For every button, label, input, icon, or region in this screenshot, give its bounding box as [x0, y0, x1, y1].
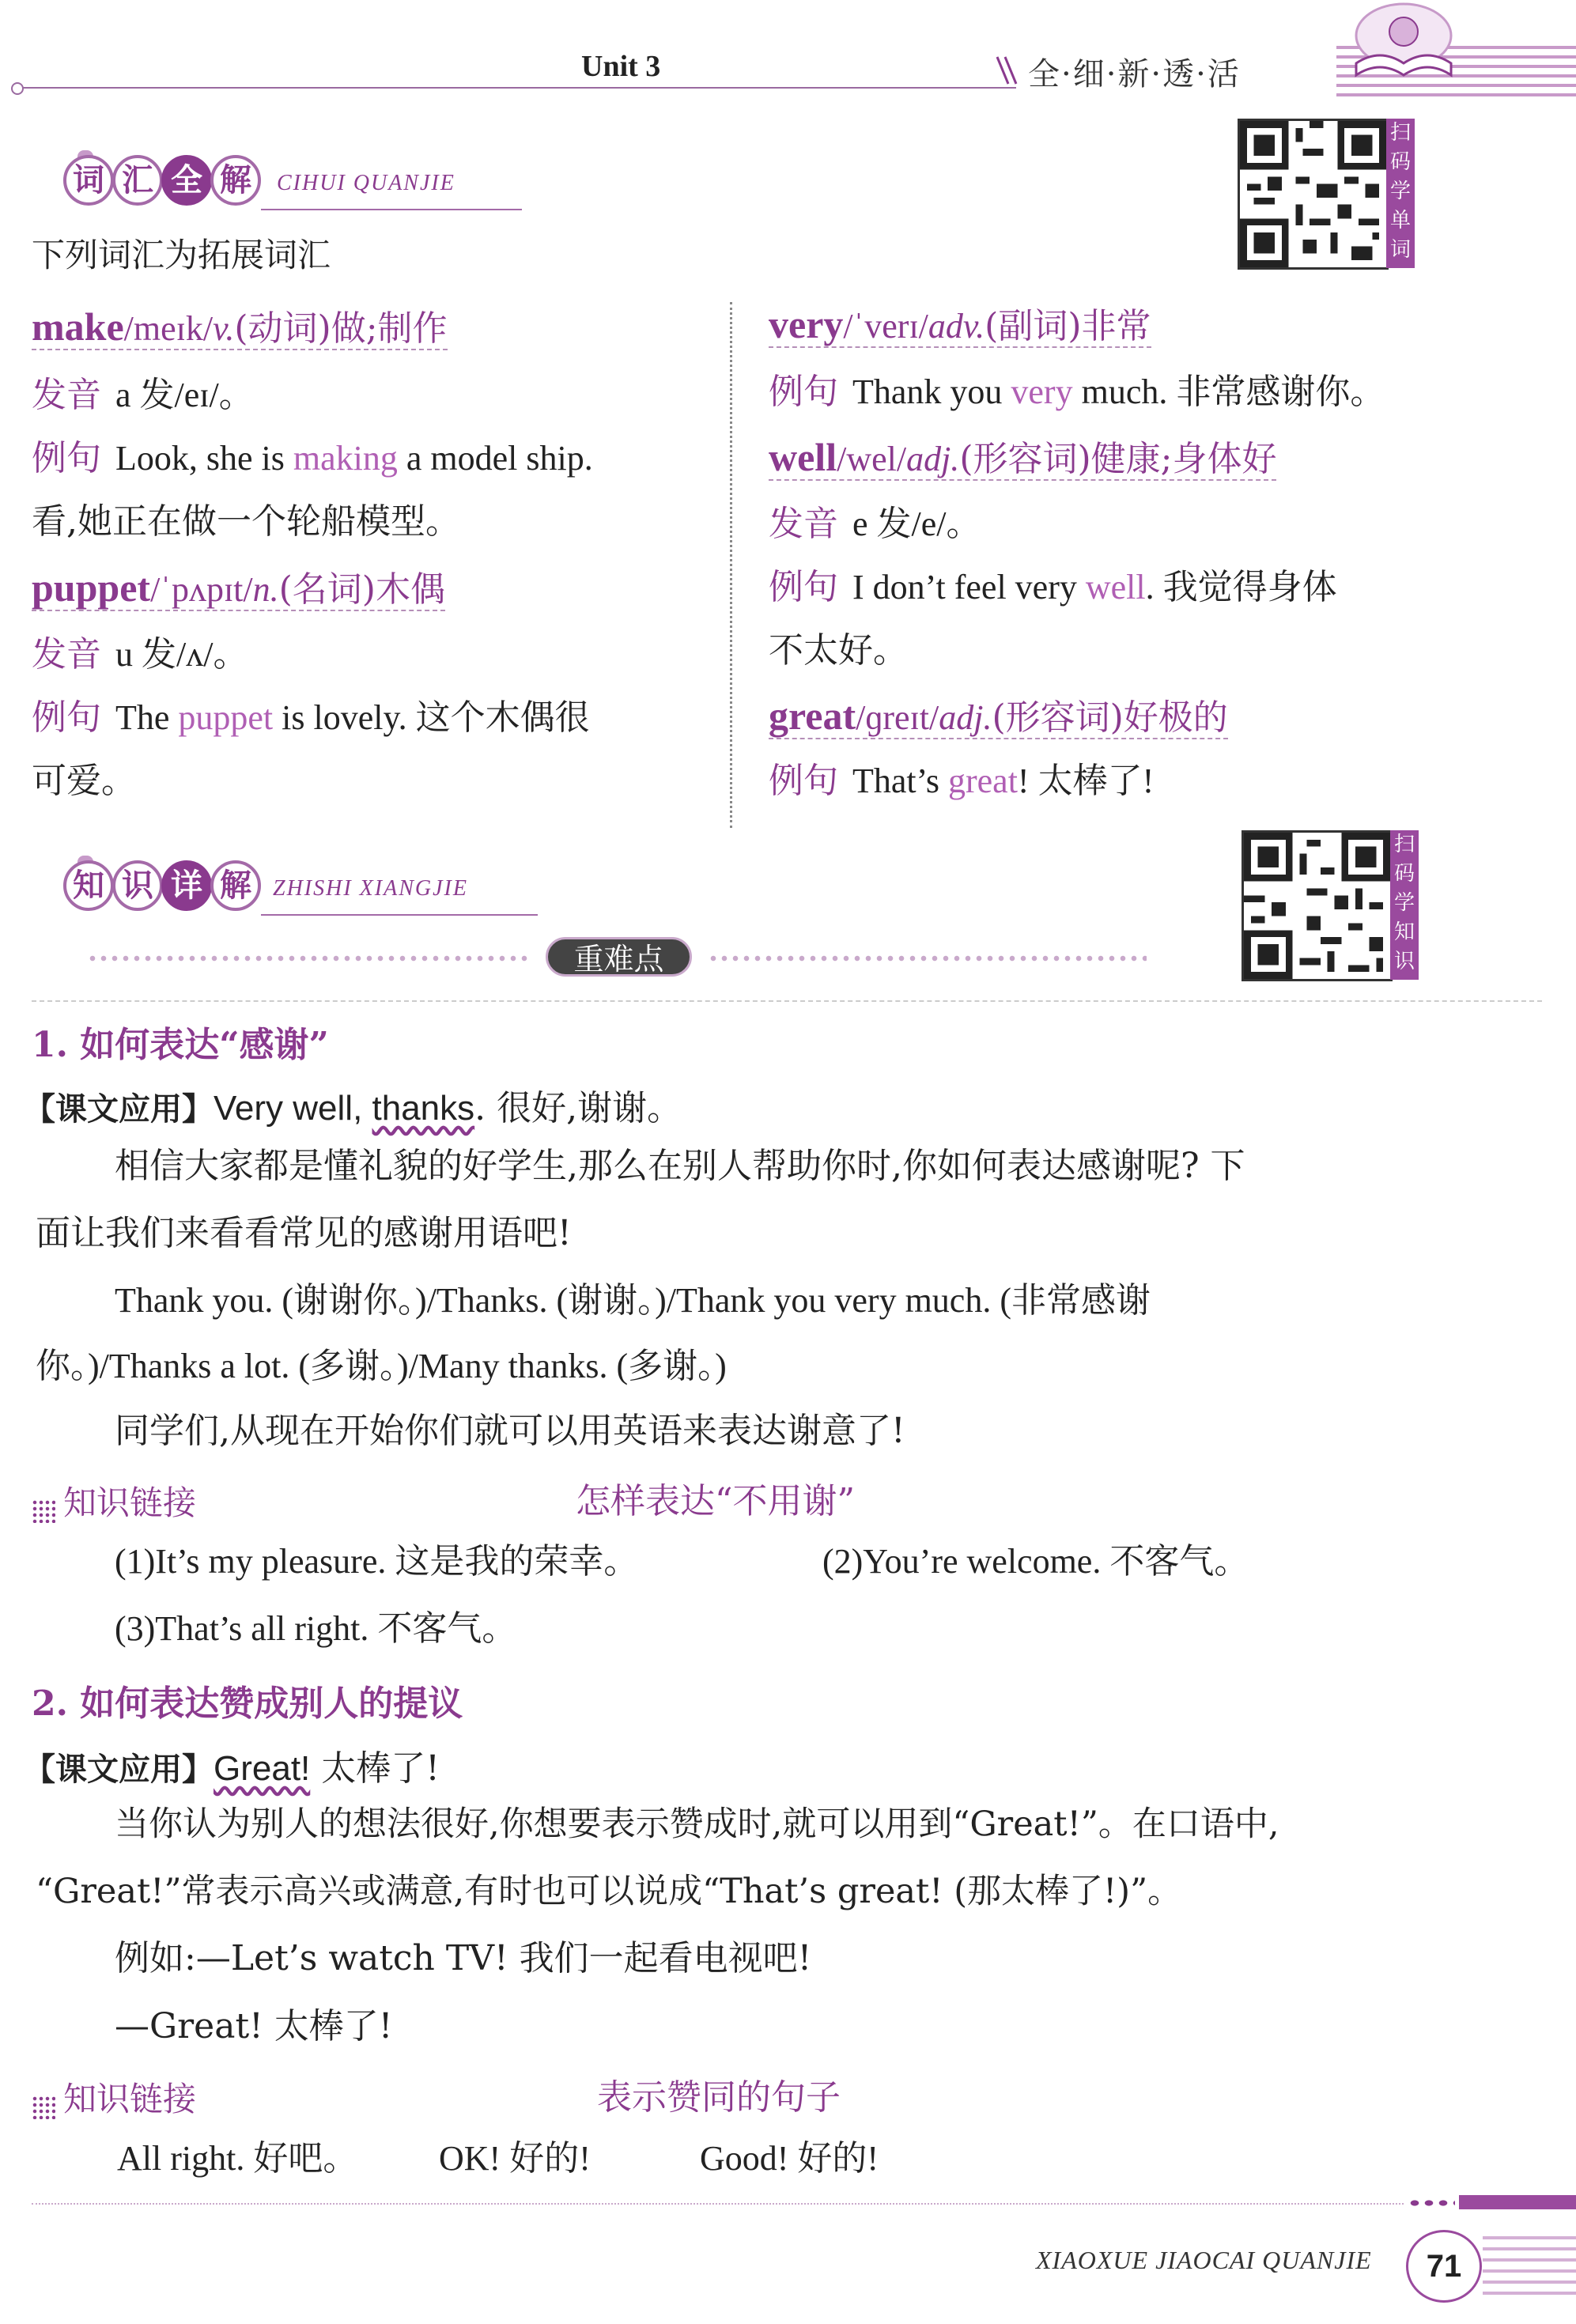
part-of-speech: adj.: [906, 440, 960, 478]
qr-code-icon: [1238, 119, 1389, 270]
link-title: 怎样表达“不用谢”: [576, 1481, 855, 1521]
link-item: OK! 好的!: [439, 2139, 591, 2178]
application-label: 【课文应用】: [24, 1091, 214, 1128]
example-text: Thank you: [852, 372, 1011, 411]
example-text: The: [115, 698, 179, 737]
banner-subtitle: CIHUI QUANJIE: [277, 171, 455, 195]
example-label: 例句: [769, 761, 838, 801]
point-1-paragraph: 相信大家都是懂礼貌的好学生,那么在别人帮助你时,你如何表达感谢呢? 下: [115, 1146, 1245, 1186]
header-rule: [16, 87, 1016, 89]
banner-char: 详: [161, 860, 212, 911]
part-of-speech: adv.: [928, 307, 985, 346]
link-label: 知识链接: [63, 1483, 197, 1522]
banner-subtitle: ZHISHI XIANGJIE: [273, 876, 468, 901]
entry-make: [32, 304, 448, 351]
meaning: (副词)非常: [985, 306, 1151, 346]
example-very: [769, 370, 1385, 414]
point-1-phrases: Thank you. (谢谢你。)/Thanks. (谢谢。)/Thank you very much. (非常感谢: [115, 1281, 1151, 1320]
meaning: (形容词)健康;身体好: [959, 439, 1277, 479]
pronunciation-puppet: [32, 633, 248, 677]
phonetic: /ˈverɪ/: [843, 307, 928, 346]
qr-label: 扫码学知识: [1390, 830, 1419, 980]
point-2-paragraph: 当你认为别人的想法很好,你想要表示赞成时,就可以用到“Great!”。在口语中,: [115, 1804, 1279, 1844]
example-keyword: well: [1085, 568, 1146, 607]
knowledge-qr-code[interactable]: [1242, 830, 1419, 981]
point-2-example: 例如:—Let’s watch TV! 我们一起看电视吧!: [115, 1938, 812, 1978]
example-great: [769, 759, 1154, 803]
banner-char: 解: [210, 860, 261, 911]
link-label: 知识链接: [63, 2080, 197, 2118]
meaning: (形容词)好极的: [992, 697, 1228, 738]
point-1-phrases: 你。)/Thanks a lot. (多谢。)/Many thanks. (多谢。): [36, 1347, 727, 1385]
example-translation-well: 不太好。: [769, 630, 908, 671]
application-label: 【课文应用】: [24, 1752, 214, 1788]
entry-puppet: [32, 565, 445, 612]
banner-char: 解: [210, 155, 261, 206]
phonetic: /ˈpʌpɪt/: [150, 570, 253, 609]
link-item: Good! 好的!: [700, 2139, 879, 2178]
example-label: 例句: [769, 567, 838, 607]
application-text: . 很好,谢谢。: [474, 1088, 682, 1128]
point-1-title: 1. 如何表达“感谢”: [32, 1025, 329, 1065]
headword: great: [769, 693, 856, 738]
vocab-intro: 下列词汇为拓展词汇: [32, 236, 331, 274]
pron-text: u 发/ʌ/。: [115, 635, 248, 674]
link-item: (3)That’s all right. 不客气。: [115, 1609, 517, 1648]
headword: make: [32, 304, 124, 349]
entry-well: [769, 435, 1276, 482]
divider: [32, 1000, 1542, 1002]
page-number: 71: [1406, 2230, 1482, 2303]
banner-char: 汇: [112, 155, 163, 206]
application-text: 太棒了!: [310, 1748, 440, 1789]
phonetic: /meɪk/: [123, 309, 214, 348]
example-keyword: very: [1011, 372, 1073, 411]
knowledge-link-1: [32, 1477, 196, 1525]
open-book-logo-icon: [1344, 0, 1463, 87]
vocab-qr-code[interactable]: [1238, 119, 1415, 269]
meaning: (名词)木偶: [278, 569, 445, 610]
point-2-application: [24, 1740, 440, 1790]
example-keyword: great: [947, 761, 1018, 800]
footer-stripes-decoration: [1483, 2214, 1576, 2324]
example-text: much. 非常感谢你。: [1072, 372, 1385, 411]
unit-title: Unit 3: [581, 50, 661, 83]
banner-char: 识: [112, 860, 163, 911]
example-label: 例句: [32, 697, 101, 738]
headword: well: [769, 435, 837, 479]
example-text: is lovely. 这个木偶很: [273, 698, 590, 737]
header-rule-dot: [11, 82, 24, 95]
example-text: ! 太棒了!: [1017, 761, 1155, 800]
grid-icon: [32, 2095, 55, 2119]
slash-decoration-icon: [992, 52, 1024, 87]
example-text: Look, she is: [115, 439, 293, 478]
pron-text: e 发/e/。: [852, 504, 981, 543]
banner-char: 词: [63, 155, 114, 206]
link-title: 表示赞同的句子: [597, 2077, 841, 2118]
example-keyword: making: [293, 439, 398, 478]
footer-dots: [1408, 2198, 1455, 2208]
banner-char: 全: [161, 155, 212, 206]
example-well: [769, 565, 1337, 610]
pronunciation-make: [32, 373, 254, 418]
point-1-paragraph: 面让我们来看看常见的感谢用语吧!: [36, 1213, 572, 1253]
footer-bar: [1459, 2195, 1576, 2209]
example-translation-make: 看,她正在做一个轮船模型。: [32, 501, 460, 542]
example-translation-puppet: 可爱。: [32, 761, 136, 801]
point-2-title: 2. 如何表达赞成别人的提议: [32, 1683, 463, 1724]
phonetic: /ɡreɪt/: [856, 698, 939, 737]
example-label: 例句: [769, 372, 838, 412]
example-label: 例句: [32, 438, 101, 478]
banner-char: 知: [63, 860, 114, 911]
example-keyword: puppet: [178, 698, 274, 737]
point-1-paragraph: 同学们,从现在开始你们就可以用英语来表达谢意了!: [115, 1411, 905, 1451]
link-item: (1)It’s my pleasure. 这是我的荣幸。: [115, 1542, 639, 1581]
application-text: Very well,: [214, 1089, 372, 1128]
link-item: (2)You’re welcome. 不客气。: [822, 1542, 1249, 1581]
entry-great: [769, 693, 1228, 740]
footer-series-name: XIAOXUE JIAOCAI QUANJIE: [1036, 2246, 1372, 2274]
column-divider: [730, 302, 732, 828]
pronunciation-well: [769, 502, 981, 546]
part-of-speech: v.: [213, 309, 235, 348]
qr-label: 扫码学单词: [1386, 119, 1415, 268]
footer-rule: [32, 2203, 1404, 2205]
meaning: (动词)做;制作: [234, 308, 448, 349]
point-1-application: [24, 1079, 682, 1130]
key-difficulty-label: 重难点: [546, 937, 692, 977]
entry-very: [769, 302, 1151, 349]
example-make: [32, 436, 593, 481]
application-keyword: Great!: [214, 1749, 311, 1788]
point-2-paragraph: “Great!”常表示高兴或满意,有时也可以说成“That’s great! (那太棒了!)”。: [36, 1872, 1182, 1911]
grid-icon: [32, 1499, 55, 1523]
part-of-speech: adj.: [939, 698, 992, 737]
example-text: . 我觉得身体: [1145, 568, 1337, 607]
knowledge-section-banner: [55, 854, 546, 919]
pron-text: a 发/eɪ/。: [115, 376, 254, 414]
point-2-example-reply: —Great! 太棒了!: [115, 2006, 393, 2046]
series-slogan: 全·细·新·透·活: [1028, 56, 1241, 93]
headword: very: [769, 302, 844, 346]
pron-label: 发音: [32, 375, 101, 415]
qr-code-icon: [1242, 830, 1393, 981]
application-keyword: thanks: [372, 1089, 475, 1128]
key-difficulty-bar: [87, 937, 1147, 978]
pron-label: 发音: [32, 634, 101, 675]
link-item: All right. 好吧。: [117, 2139, 358, 2178]
knowledge-link-2: [32, 2073, 196, 2121]
phonetic: /wel/: [837, 440, 907, 478]
vocab-section-banner: [55, 149, 530, 214]
example-text: I don’t feel very: [852, 568, 1086, 607]
example-puppet: [32, 696, 590, 740]
part-of-speech: n.: [252, 570, 279, 609]
headword: puppet: [32, 565, 151, 610]
pron-label: 发音: [769, 504, 838, 544]
example-text: a model ship.: [397, 439, 593, 478]
example-text: That’s: [852, 761, 948, 800]
